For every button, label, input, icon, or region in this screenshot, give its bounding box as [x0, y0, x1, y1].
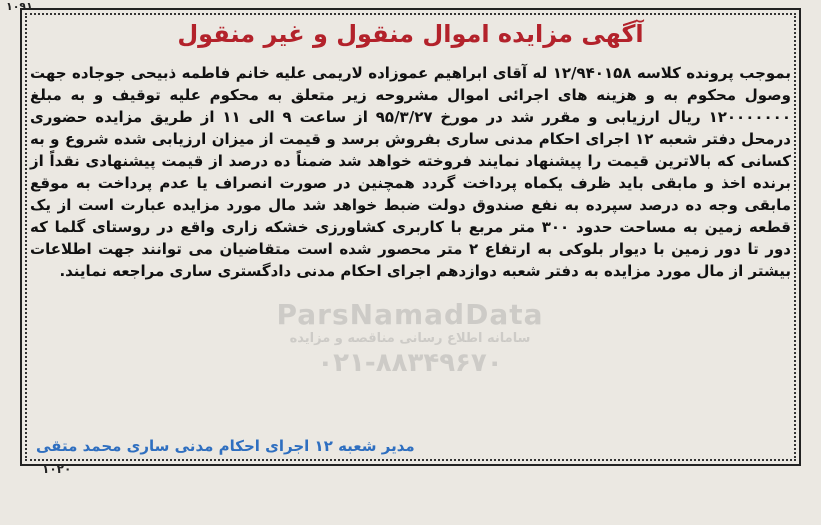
top-reference-number: ۱۰۹۱: [6, 0, 33, 13]
watermark-phone: ۰۲۱-۸۸۳۴۹۶۷۰: [317, 348, 503, 378]
notice-title: آگهی مزایده اموال منقول و غیر منقول: [177, 20, 644, 48]
bottom-reference-number: ۱۰۲۰: [42, 462, 72, 476]
notice-signature: مدیر شعبه ۱۲ اجرای احکام مدنی ساری محمد متقی: [36, 437, 415, 455]
notice-body: بموجب پرونده کلاسه ۱۲/۹۴۰۱۵۸ له آقای ابراهیم عموزاده لاریمی علیه خانم فاطمه ذبیحی جوجاده جهت وصول محکوم به و هزینه های اجرائی اموال مشروحه زیر متعلق به محکوم علیه توقیف و به مبلغ ۱۲۰۰۰۰۰۰۰ ریال ارزیابی و مقرر شد در مورخ ۹۵/۳/۲۷ از ساعت ۹ الی ۱۱ از طریق مزایده حضوری درمحل دفتر شعبه ۱۲ اجرای احکام مدنی ساری بفروش برسد و قیمت از میزان ارزیابی شده شروع و به کسانی که بالاترین قیمت را پیشنهاد نمایند فروخته خواهد شد ضمناً ده درصد از قیمت پیشنهادی نقداً از برنده اخذ و مابقی باید ظرف یکماه پرداخت گردد همچنین در صورت انصراف یا عدم پرداخت به موقع مابقی وجه ده درصد سپرده به نفع صندوق دولت ضبط خواهد شد مال مورد مزایده عبارت است از یک قطعه زمین به مساحت حدود ۳۰۰ متر مربع با کاربری کشاورزی خشکه زاری واقع در روستای گلما که دور تا دور زمین با دیوار بلوکی به ارتفاع ۲ متر محصور شده است متقاضیان می توانند جهت اطلاعات بیشتر از مال مورد مزایده به دفتر شعبه دوازدهم اجرای احکام مدنی دادگستری ساری مراجعه نمایند.: [30, 64, 791, 280]
watermark-name: ParsNamadData: [276, 298, 544, 331]
watermark-subtitle: سامانه اطلاع رسانی مناقصه و مزایده: [289, 331, 531, 346]
